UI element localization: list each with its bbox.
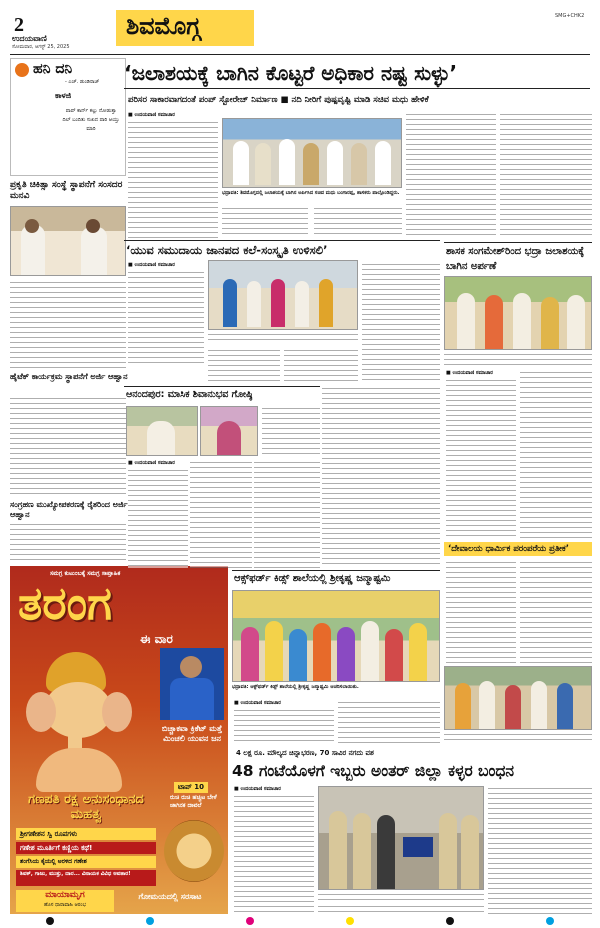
- mla-headline: ಶಾಸಕ ಸಂಗಮೇಶ್‌ರಿಂದ ಭದ್ರಾ ಜಲಾಶಯಕ್ಕೆ ಬಾಗಿನ ಅರ್ಪಣೆ: [446, 246, 585, 272]
- story-2-headline: ಹೈಟೆಕ್ ಕಾರ್ಯಕ್ರಮ ಸ್ಥಾಪನೆಗೆ ಅರ್ಜಿ ಆಹ್ವಾನ: [10, 372, 128, 381]
- ad-footer-1-title: ಮಾಯಾಮೃಗ: [45, 890, 85, 900]
- culture-col-2: [208, 348, 280, 382]
- ad-top10: ಟಾಪ್ 10: [174, 782, 208, 793]
- ad-sub: ಈ ವಾರ: [140, 632, 173, 646]
- taranga-ad[interactable]: [10, 566, 228, 914]
- paper-name: ಉದಯವಾಣಿ: [12, 34, 47, 43]
- oxford-photo: [232, 590, 440, 682]
- culture-rule: [124, 240, 440, 241]
- ad-footer-1: [16, 890, 114, 912]
- mla-caption: [444, 352, 592, 366]
- mla-dateline: ■ ಉದಯವಾಣಿ ಸಮಾಚಾರ: [446, 370, 493, 376]
- page-code: SMG+CHK2: [555, 13, 585, 19]
- ananda-col-1: [128, 468, 188, 568]
- ad-item-4: ಶಿವಕ್, ಗಾಜು, ಮುತ್ತು, ದಾರ... ವಿನಾಯಕ ವಿವಿಧ ಅವತಾರ!: [16, 870, 156, 886]
- food-photo: [164, 820, 224, 882]
- center-col-text: [322, 386, 440, 568]
- ananda-rule: [124, 386, 320, 387]
- ananda-dateline: ■ ಉದಯವಾಣಿ ಸಮಾಚಾರ: [128, 460, 175, 466]
- lead-photo-caption: ಭದ್ರಾವತಿ: ಶಿವಮೊಗ್ಗದಲ್ಲಿ ಜಲಾಶಯಕ್ಕೆ ಬಾಗಿನ ಅರ್ಪಿಸಿದ ಸಚಿವ ಮಧು ಬಂಗಾರಪ್ಪ, ಶಾಸಕರು ಪಾಲ್ಗೊಂಡಿದ್ದರು.: [222, 190, 400, 196]
- arrest-col-1: [234, 794, 314, 914]
- ad-item-1: ಶ್ರೀಗಣೇಶನ ಸ್ವಿ ರೂಪಗಳು: [16, 828, 156, 840]
- lead-col-2: [222, 206, 308, 238]
- oxford-headline: ಆಕ್ಸ್‌ಫರ್ಡ್ ಕಿಡ್ಸ್ ಶಾಲೆಯಲ್ಲಿ ಶ್ರೀಕೃಷ್ಣ ಜನ್ಮಾಷ್ಟಮಿ: [234, 573, 391, 584]
- story-1-body: [10, 280, 126, 368]
- cricket-photo: [160, 648, 224, 720]
- honey-box: [10, 58, 126, 176]
- ad-brand: ತರಂಗ: [18, 576, 112, 630]
- ananda-caption: [262, 406, 320, 456]
- culture-dateline: ■ ಉದಯವಾಣಿ ಸಮಾಚಾರ: [128, 262, 175, 268]
- ad-cricket: ಬಿಚ್ಚಾಕವಾ ಕ್ರಿಕೆಟ್ ಮತ್ತೆ ಮಿಂಚಲಿ ಯುವನ ಜನ: [161, 724, 223, 743]
- story-3-headline: ಸಂಗ್ರಹಣ ಮುಖ್ಯೋಪಕರಣಕ್ಕೆ ರೈತರಿಂದ ಅರ್ಜಿ ಆಹ್ವಾನ: [10, 500, 128, 519]
- ananda-photo-1: [126, 406, 198, 456]
- ad-tagline: ಸಮಗ್ರ ಕುಟುಂಬಕ್ಕೆ ಸಮಗ್ರ ಸಾಪ್ತಾಹಿಕ: [50, 570, 121, 577]
- dev-caption: [444, 732, 592, 744]
- mla-col-2: [520, 370, 592, 540]
- header-date: ಸೋಮವಾರ, ಆಗಸ್ಟ್ 25, 2025: [12, 44, 70, 50]
- culture-col-3: [284, 348, 358, 382]
- oxford-col-1: [234, 708, 334, 744]
- mla-photo: [444, 276, 592, 350]
- lead-dateline: ■ ಉದಯವಾಣಿ ಸಮಾಚಾರ: [128, 112, 175, 118]
- oxford-rule: [232, 570, 440, 571]
- story-2-body: [10, 396, 126, 496]
- arrest-headline: 48 ಗಂಟೆಯೊಳಗೆ ಇಬ್ಬರು ಅಂತರ್ ಜಿಲ್ಲಾ ಕಳ್ಳರ ಬಂಧನ: [232, 762, 515, 780]
- arrest-dateline: ■ ಉದಯವಾಣಿ ಸಮಾಚಾರ: [234, 786, 281, 792]
- ananda-headline: ಆನಂದಪುರ: ಮಾಸಿಕ ಶಿವಾನುಭವ ಗೋಷ್ಠಿ: [126, 389, 253, 400]
- lead-col-5: [500, 112, 592, 238]
- lead-col-3: [314, 206, 402, 238]
- ananda-photo-2: [200, 406, 258, 456]
- lead-photo: [222, 118, 402, 188]
- lead-col-4: [406, 112, 496, 238]
- header-rule: [10, 54, 590, 55]
- ad-item-3: ಶಂಗೆಸಿಯ ಕೈಯಲ್ಲಿ ಅರಳಿದ ಗಣೇಶ: [16, 856, 156, 868]
- story-1-photo: [10, 206, 126, 276]
- ananda-col-2: [190, 460, 252, 568]
- oxford-col-2: [338, 700, 440, 744]
- culture-caption: [208, 332, 358, 344]
- arrest-photo: [318, 786, 484, 890]
- ad-footer-1-sub: ಹೊಸ ಧಾರಾವಾಹಿ ಆರಂಭ: [43, 902, 87, 908]
- arrest-col-2: [318, 904, 484, 914]
- dev-col-1: [446, 560, 516, 664]
- story-1-headline: ಪ್ರಕೃತಿ ಚಿಕಿತ್ಸಾ ಸಂಸ್ಥೆ ಸ್ಥಾಪನೆಗೆ ಸಂಸದರ ಮನವಿ: [10, 180, 123, 201]
- lead-subhead: ಪರಿಸರ ಸಾಕಾರವಾಗದಂತೆ ಪಂಪ್ ಸ್ಟೋರೇಜ್ ನಿರ್ಮಾಣ ■ ನದಿ ನೀರಿಗೆ ಪುಷ್ಪವೃಷ್ಟಿ ಮಾಡಿ ಸಚಿವ ಮಧು ಹೇಳಿಕೆ: [128, 95, 429, 105]
- ananda-col-3: [254, 460, 320, 568]
- honey-bee-icon: [15, 63, 29, 77]
- lead-rule: [124, 88, 590, 89]
- oxford-photo-caption: ಭದ್ರಾವತಿ: ಆಕ್ಸ್‌ಫರ್ಡ್ ಕಿಡ್ಸ್ ಶಾಲೆಯಲ್ಲಿ ಶ್ರೀಕೃಷ್ಣ ಜನ್ಮಾಷ್ಟಮಿ ಆಚರಿಸಲಾಯಿತು.: [232, 684, 359, 690]
- registration-marks: [0, 916, 600, 926]
- arrest-col-3: [488, 786, 592, 914]
- honey-title: ಹನಿ ದನಿ: [33, 61, 73, 77]
- arrest-kicker: 4 ಲಕ್ಷ ರೂ. ಮೌಲ್ಯದ ಚಿನ್ನಾಭರಣ, 70 ಸಾವಿರ ನಗದು ವಶ: [236, 749, 374, 757]
- culture-headline: ‘ಯುವ ಸಮುದಾಯ ಜಾನಪದ ಕಲೆ-ಸಂಸ್ಕೃತಿ ಉಳಿಸಲಿ’: [126, 243, 328, 257]
- lead-col-1: [128, 120, 218, 238]
- lead-headline: ‘ಜಲಾಶಯಕ್ಕೆ ಬಾಗಿನ ಕೊಟ್ಟರೆ ಅಧಿಕಾರ ನಷ್ಟ ಸುಳ್ಳು’: [124, 61, 458, 85]
- honey-author: - ಎಚ್. ಡುಂಡಿರಾಜ್: [65, 79, 100, 85]
- ad-item-2: ಗಣೇಶ ಮೂರ್ತಿಗೆ ಕಣ್ಣಿಯ ಕಥೆ!: [16, 842, 156, 854]
- honey-poem: ಪಾಪ್ ಕಾರ್ನ್ ಕಲ್ಲು ನೋಡುತ್ತಾ ದಿಲ್ ಬಂದಿತು ಸುಖದ ಪಾರಿ ಆಯ್ತು ಮಾರಿ: [62, 108, 120, 132]
- culture-photo: [208, 260, 358, 330]
- dev-col-2: [520, 560, 592, 664]
- dev-headline: ‘ದೇವಾಲಯ ಧಾರ್ಮಿಕ ಪರಂಪರೆಯ ಪ್ರತೀಕ’: [448, 544, 569, 554]
- arrest-caption: [318, 892, 484, 902]
- culture-col-1: [128, 270, 204, 366]
- story-3-body: [10, 522, 126, 562]
- ad-food: ರುಚಿ ರುಚಿ ಹಚ್ಚಿಟ ಬೇಳೆ ಜಾಗಿನಕ ದಾವಲೆ: [170, 794, 217, 809]
- honey-poem-title: ಕಾಳಜಿ: [55, 91, 72, 100]
- dev-photo: [444, 666, 592, 730]
- header: [0, 0, 600, 48]
- ganesha-image: [24, 652, 134, 792]
- oxford-dateline: ■ ಉದಯವಾಣಿ ಸಮಾಚಾರ: [234, 700, 281, 706]
- ad-footer-2: ಗೋಮಯದಲ್ಲಿ ಸರಸಾಟ: [138, 892, 202, 901]
- mla-col-1: [446, 378, 516, 540]
- ad-cover-title: ಗಣಪತಿ ರಕ್ಷ ಅನುಸಂಧಾನದ ಮಹತ್ವ: [28, 792, 144, 822]
- culture-col-4: [362, 262, 440, 382]
- page-number: 2: [14, 14, 24, 36]
- edition-title: ಶಿವಮೊಗ್ಗ: [126, 12, 201, 40]
